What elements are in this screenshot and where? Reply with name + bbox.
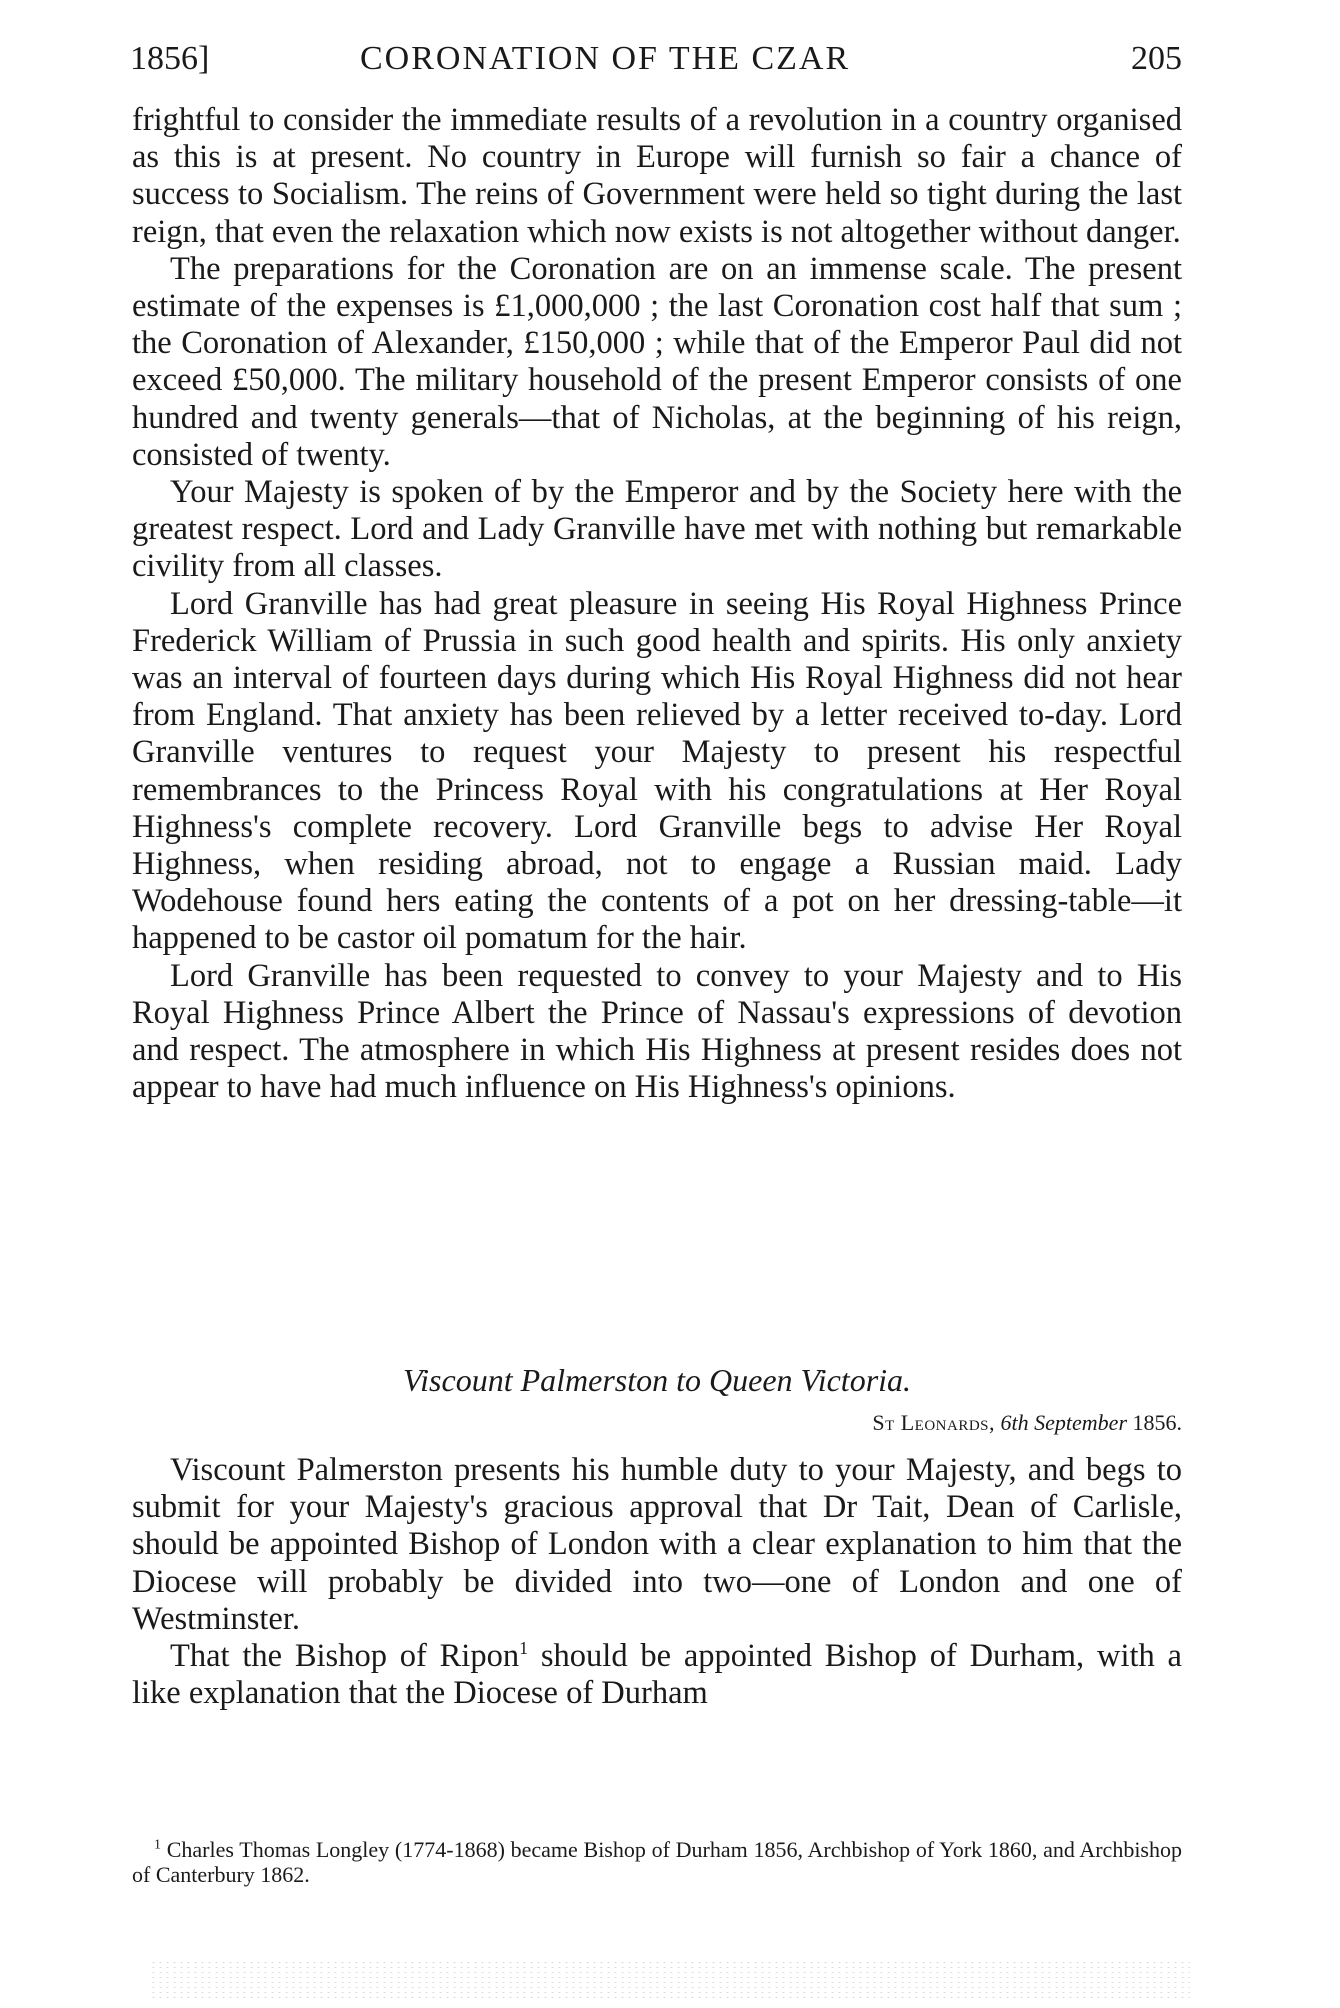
page-number: 205 [1131,40,1182,77]
dateline-year: 1856. [1132,1410,1182,1435]
letter-dateline [132,1410,1182,1436]
paragraph-text: That the Bishop of Ripon [170,1638,520,1675]
paragraph: Lord Granville has been requested to convey to your Majesty and to His Royal Highness Prince Albert the Prince of Nassau's expressions of devotion and respect. The atmosphere in which His Highness at present resides does not appear to have had much influence on His Highness's opinions. [132,957,1182,1106]
footnote [132,1837,1182,1887]
paragraph: Lord Granville has had great pleasure in seeing His Royal Highness Prince Frederick William of Prussia in such good health and spirits. His only anxiety was an interval of fourteen days during which His Royal Highness did not hear from England. That anxiety has been relieved by a letter received to-day. Lord Granville ventures to request your Majesty to present his respectful remembrances to the Princess Royal with his congratulations at Her Royal Highness's complete recovery. Lord Granville begs to advise Her Royal Highness, when residing abroad, not to engage a Russian maid. Lady Wodehouse found hers eating the contents of a pot on her dressing-table—it happened to be castor oil pomatum for the hair. [132,585,1182,957]
footnote-text: Charles Thomas Longley (1774-1868) became Bishop of Durham 1856, Archbishop of York 1860, and Archbishop of Canterbury 1862. [132,1837,1182,1887]
footnote-marker: 1 [154,1837,161,1853]
paragraph: Viscount Palmerston presents his humble duty to your Majesty, and begs to submit for your Majesty's gracious approval that Dr Tait, Dean of Carlisle, should be appointed Bishop of London with a clear explanation to him that the Diocese will probably be divided into two—one of London and one of Westminster. [132,1452,1182,1637]
paragraph: The preparations for the Coronation are on an immense scale. The present estimate of the expenses is £1,000,000 ; the last Coronation cost half that sum ; the Coronation of Alexander, £150,000 ; while that of the Emperor Paul did not exceed £50,000. The military household of the present Emperor consists of one hundred and twenty generals—that of Nicholas, at the beginning of his reign, consisted of twenty. [132,250,1182,473]
dateline-place: St Leonards, [872,1410,996,1435]
footnote-reference: 1 [519,1638,529,1659]
letter-body [132,1452,1182,1712]
paragraph: Your Majesty is spoken of by the Emperor and by the Society here with the greatest respect. Lord and Lady Granville have met with nothing but remarkable civility from all classes. [132,474,1182,585]
letter-continuation [132,102,1182,1106]
header-title: CORONATION OF THE CZAR [360,40,851,77]
paragraph [132,1638,1182,1712]
header-year: 1856] [130,40,210,77]
paragraph: frightful to consider the immediate results of a revolution in a country organised as this is at present. No country in Europe will furnish so fair a chance of success to Socialism. The reins of Government were held so tight during the last reign, that even the relaxation which now exists is not altogether without danger. [132,102,1182,250]
running-header [130,40,1182,90]
scan-noise [150,1960,1190,2000]
dateline-date: 6th September [1000,1410,1127,1435]
paragraph-text: should be appointed Bishop of Durham, with a like explanation that the Diocese of Durham [132,1638,1182,1712]
letter-heading: Viscount Palmerston to Queen Victoria. [402,1362,912,1398]
